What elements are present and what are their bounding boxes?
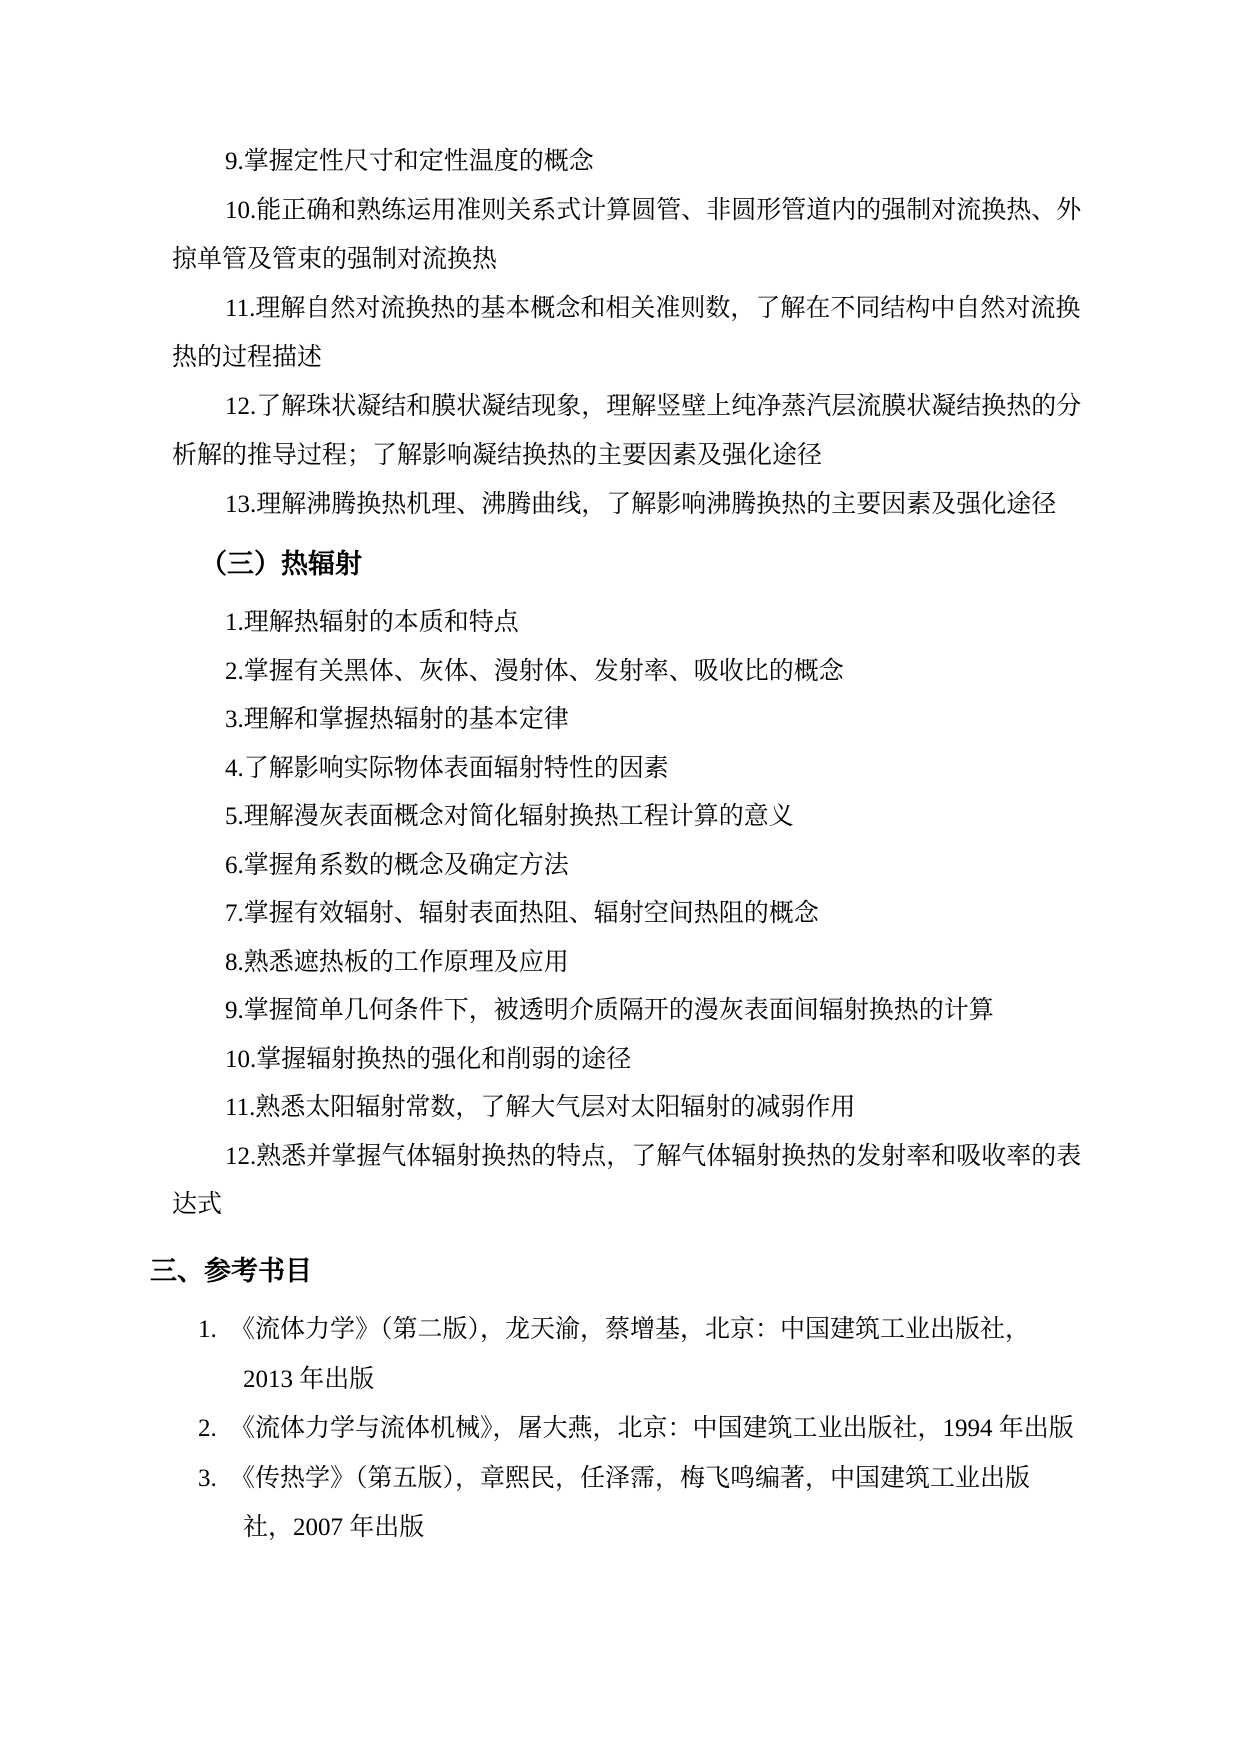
radiation-item-1: 1.理解热辐射的本质和特点 [225, 609, 519, 636]
list-item-11: 11.理解自然对流换热的基本概念和相关准则数，了解在不同结构中自然对流换 [225, 295, 1081, 322]
radiation-item-5: 5.理解漫灰表面概念对简化辐射换热工程计算的意义 [225, 803, 794, 830]
reference-item-3-cont: 社，2007 年出版 [243, 1514, 425, 1541]
reference-item-3 [172, 1454, 1107, 1504]
reference-number: 2. [198, 1415, 217, 1442]
list-item-12-cont: 析解的推导过程；了解影响凝结换热的主要因素及强化途径 [172, 442, 823, 469]
section-heading-radiation: （三）热辐射 [200, 549, 362, 579]
list-item-10: 10.能正确和熟练运用准则关系式计算圆管、非圆形管道内的强制对流换热、外 [225, 197, 1082, 224]
reference-text: 《流体力学》（第二版），龙天渝，蔡增基，北京：中国建筑工业出版社， [230, 1316, 1031, 1343]
radiation-item-4: 4.了解影响实际物体表面辐射特性的因素 [225, 754, 669, 782]
list-item-13: 13.理解沸腾换热机理、沸腾曲线，了解影响沸腾换热的主要因素及强化途径 [225, 491, 1057, 518]
radiation-item-6: 6.掌握角系数的概念及确定方法 [225, 851, 569, 879]
radiation-item-12: 12.熟悉并掌握气体辐射换热的特点，了解气体辐射换热的发射率和吸收率的表 [225, 1142, 1082, 1170]
reference-item-2 [172, 1404, 1107, 1454]
radiation-item-8: 8.熟悉遮热板的工作原理及应用 [225, 948, 569, 976]
section-references [172, 1305, 1107, 1553]
radiation-item-11: 11.熟悉太阳辐射常数，了解大气层对太阳辐射的减弱作用 [225, 1094, 856, 1121]
section-heading-references: 三、参考书目 [150, 1256, 312, 1286]
list-item-9: 9.掌握定性尺寸和定性温度的概念 [225, 148, 594, 175]
reference-item-1 [172, 1305, 1107, 1355]
radiation-item-2: 2.掌握有关黑体、灰体、漫射体、发射率、吸收比的概念 [225, 657, 844, 685]
list-item-10-cont: 掠单管及管束的强制对流换热 [172, 246, 498, 273]
radiation-item-12-cont: 达式 [172, 1191, 223, 1218]
radiation-item-7: 7.掌握有效辐射、辐射表面热阻、辐射空间热阻的概念 [225, 900, 819, 927]
reference-item-1-cont: 2013 年出版 [243, 1365, 375, 1393]
reference-text: 《流体力学与流体机械》，屠大燕，北京：中国建筑工业出版社，1994 年出版 [230, 1415, 1074, 1442]
list-item-11-cont: 热的过程描述 [172, 344, 323, 371]
section-convection-items [172, 137, 1107, 529]
radiation-item-10: 10.掌握辐射换热的强化和削弱的途径 [225, 1045, 632, 1073]
radiation-item-3: 3.理解和掌握热辐射的基本定律 [225, 706, 569, 733]
radiation-item-9: 9.掌握简单几何条件下，被透明介质隔开的漫灰表面间辐射换热的计算 [225, 997, 994, 1024]
section-radiation-items [172, 599, 1107, 1230]
list-item-12: 12.了解珠状凝结和膜状凝结现象，理解竖壁上纯净蒸汽层流膜状凝结换热的分 [225, 393, 1082, 420]
reference-text: 《传热学》（第五版），章熙民，任泽霈，梅飞鸣编著，中国建筑工业出版 [230, 1464, 1031, 1492]
reference-number: 3. [198, 1464, 217, 1492]
reference-number: 1. [198, 1316, 217, 1343]
